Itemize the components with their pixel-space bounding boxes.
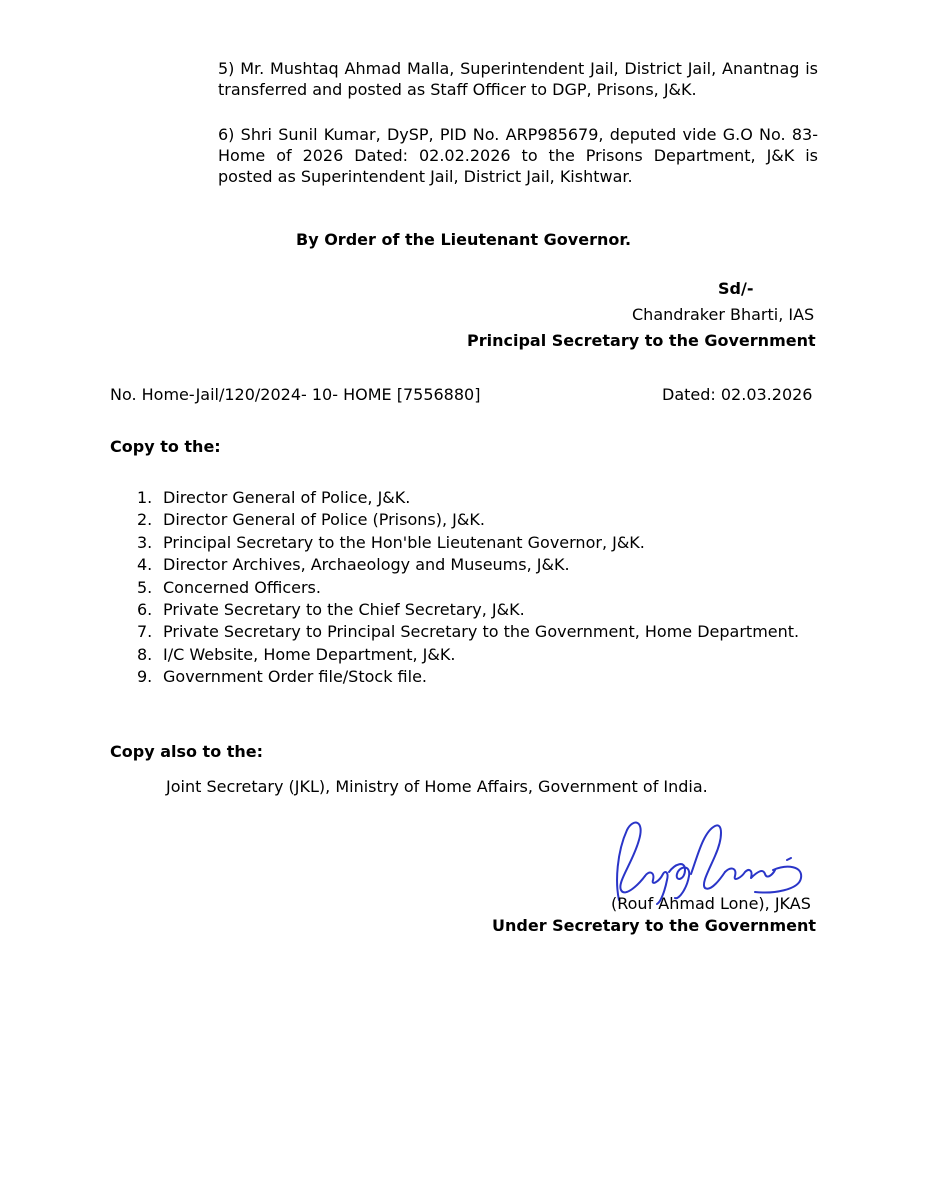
list-item: 3. Principal Secretary to the Hon'ble Lieutenant Governor, J&K. xyxy=(137,532,645,552)
list-item-text: Private Secretary to Principal Secretary to the Government, Home Department. xyxy=(163,622,800,642)
list-item: 7. Private Secretary to Principal Secretary to the Government, Home Department. xyxy=(137,622,800,642)
list-item: 9. Government Order file/Stock file. xyxy=(137,667,427,687)
paragraph-6: 6) Shri Sunil Kumar, DySP, PID No. ARP985679, deputed vide G.O No. 83-Home of 2026 Dated: 02.02.2026 to the Prisons Department, J&K is posted as Superintendent Jail, District Jail, Kishtwar. xyxy=(218,125,818,186)
list-item-text: Director Archives, Archaeology and Museums, J&K. xyxy=(163,555,570,575)
list-item-text: Government Order file/Stock file. xyxy=(163,667,427,687)
list-item-text: Director General of Police, J&K. xyxy=(163,488,411,507)
copy-to-heading: Copy to the: xyxy=(110,437,221,456)
list-item-text: Principal Secretary to the Hon'ble Lieutenant Governor, J&K. xyxy=(163,532,645,552)
list-item: 1. Director General of Police, J&K. xyxy=(137,488,411,507)
under-secretary-title: Under Secretary to the Government xyxy=(492,916,817,935)
signatory-title: Principal Secretary to the Government xyxy=(467,331,816,350)
list-item: 6. Private Secretary to the Chief Secretary, J&K. xyxy=(137,600,525,620)
list-item: 8. I/C Website, Home Department, J&K. xyxy=(137,644,456,664)
copy-to-list xyxy=(110,487,799,689)
sd-mark: Sd/- xyxy=(718,279,754,298)
copy-also-recipient: Joint Secretary (JKL), Ministry of Home Affairs, Government of India. xyxy=(166,777,708,796)
by-order-line: By Order of the Lieutenant Governor. xyxy=(296,230,632,249)
list-item-text: Concerned Officers. xyxy=(163,577,321,597)
under-secretary-name: (Rouf Ahmad Lone), JKAS xyxy=(611,894,811,913)
list-item-text: I/C Website, Home Department, J&K. xyxy=(163,644,456,664)
signatory-name: Chandraker Bharti, IAS xyxy=(632,305,815,324)
paragraph-5: 5) Mr. Mushtaq Ahmad Malla, Superintendent Jail, District Jail, Anantnag is transferred and posted as Staff Officer to DGP, Prisons, J&K. xyxy=(218,59,818,99)
signature-strokes xyxy=(617,823,801,904)
copy-also-heading: Copy also to the: xyxy=(110,742,264,761)
list-item: 4. Director Archives, Archaeology and Museums, J&K. xyxy=(137,555,570,575)
order-date: Dated: 02.03.2026 xyxy=(662,385,813,404)
order-number: No. Home-Jail/120/2024- 10- HOME [7556880] xyxy=(110,385,481,404)
list-item: 2. Director General of Police (Prisons), J&K. xyxy=(137,510,485,530)
list-item-text: Private Secretary to the Chief Secretary, J&K. xyxy=(163,600,525,620)
list-item-text: Director General of Police (Prisons), J&K. xyxy=(163,510,485,530)
list-item: 5. Concerned Officers. xyxy=(137,577,321,597)
